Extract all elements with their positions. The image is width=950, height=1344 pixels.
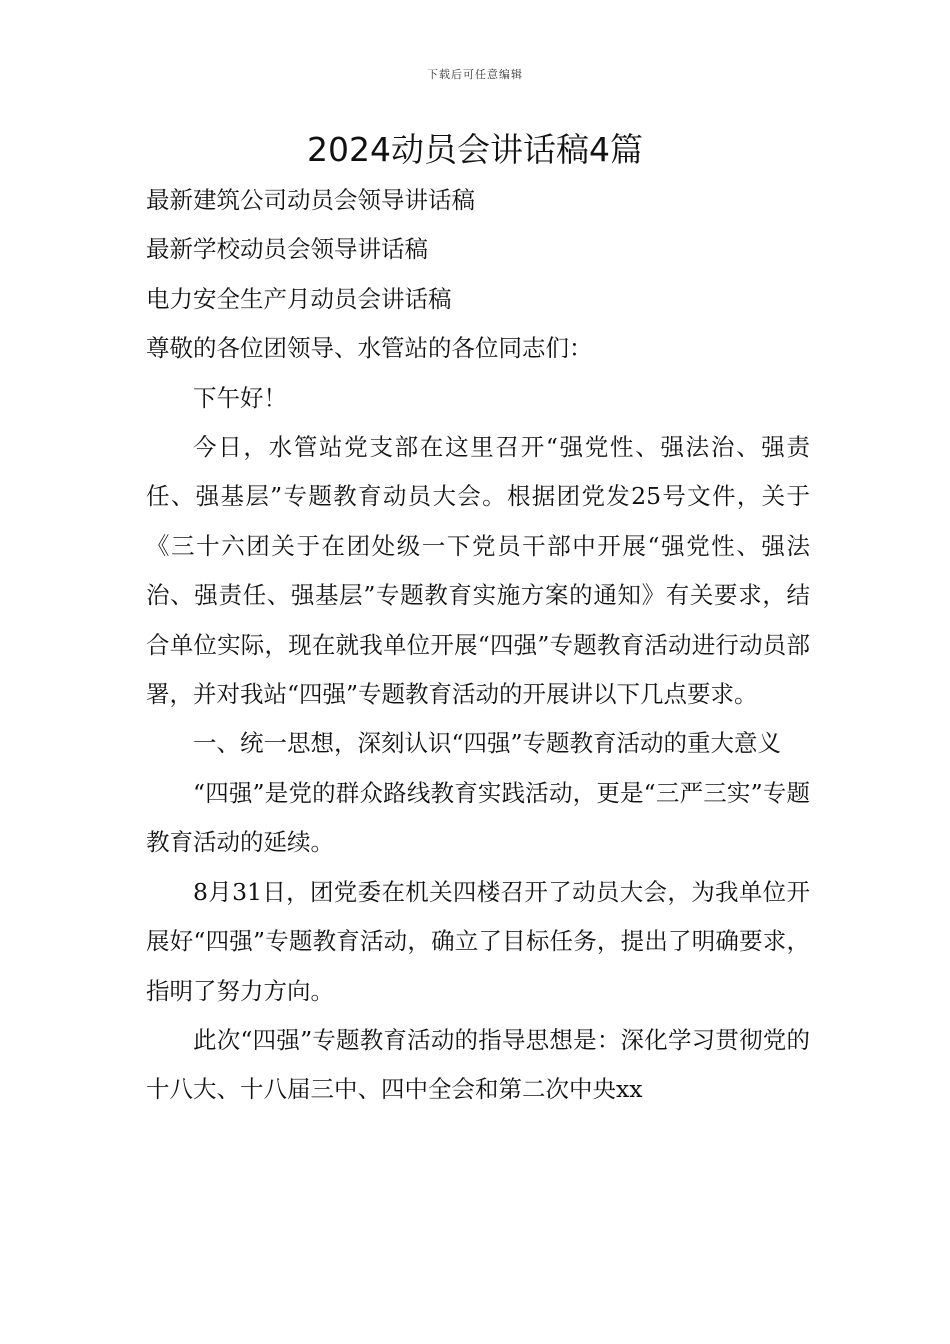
paragraph-four-strong: “四强”是党的群众路线教育实践活动，更是“三严三实”专题教育活动的延续。 bbox=[146, 778, 810, 857]
greeting: 下午好！ bbox=[193, 383, 287, 412]
paragraph-guiding-thought: 此次“四强”专题教育活动的指导思想是：深化学习贯彻党的十八大、十八届三中、四中全会和第二次中央xx bbox=[146, 1025, 810, 1104]
salutation: 尊敬的各位团领导、水管站的各位同志们： bbox=[146, 334, 593, 363]
document-title: 2024动员会讲话稿4篇 bbox=[307, 130, 643, 169]
list-item-power-safety-speech: 电力安全生产月动员会讲话稿 bbox=[146, 284, 452, 313]
document-body bbox=[146, 176, 810, 1115]
paragraph-aug-31: 8月31日，团党委在机关四楼召开了动员大会，为我单位开展好“四强”专题教育活动，确立了目标任务，提出了明确要求，指明了努力方向。 bbox=[146, 877, 810, 1005]
paragraph-intro: 今日，水管站党支部在这里召开“强党性、强法治、强责任、强基层”专题教育动员大会。根据团党发25号文件，关于《三十六团关于在团处级一下党员干部中开展“强党性、强法治、强责任、强基层”专题教育实施方案的通知》有关要求，结合单位实际，现在就我单位开展“四强”专题教育活动进行动员部署，并对我站“四强”专题教育活动的开展讲以下几点要求。 bbox=[146, 433, 810, 709]
header-note: 下载后可任意编辑 bbox=[427, 68, 523, 81]
section-heading-1: 一、统一思想，深刻认识“四强”专题教育活动的重大意义 bbox=[193, 729, 782, 758]
list-item-construction-speech: 最新建筑公司动员会领导讲话稿 bbox=[146, 186, 475, 214]
list-item-school-speech: 最新学校动员会领导讲话稿 bbox=[146, 235, 428, 264]
